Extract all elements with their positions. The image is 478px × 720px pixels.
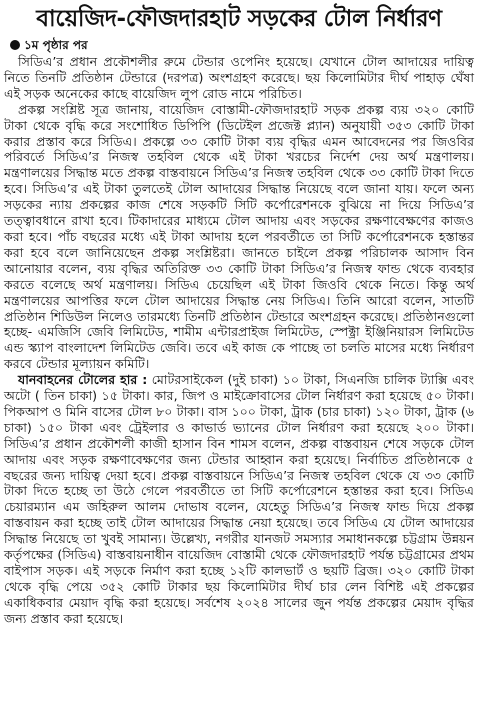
- continuation-marker: [10, 37, 474, 53]
- article-headline: বায়েজিদ-ফৌজদারহাট সড়কের টোল নির্ধারণ: [36, 6, 442, 32]
- fare-paragraph: [4, 372, 474, 627]
- fare-paragraph-text: মোটরসাইকেল (দুই চাকা) ১০ টাকা, সিএনজি চালিক ট্যাক্সি এবং অটো ( তিন চাকা) ১৫ টাকা। কার, জিপ ও মাইক্রোবাসের টোল নির্ধারণ করা হয়েছে ৫০ টাকা। পিকআপ ও মিনি বাসের টোল ৮০ টাকা। বাস ১০০ টাকা, ট্রাক (চার চাকা) ১২০ টাকা, ট্রাক (৬ চাকা) ১৫০ টাকা এবং ট্রেইলার ও কাভার্ড ভ্যানের টোল নির্ধারণ করা হয়েছে ২০০ টাকা। সিডিএ’র প্রধান প্রকৌশলী কাজী হাসান বিন শামস বলেন, প্রকল্প বাস্তবায়ন শেষে সড়কে টোল আদায় এবং সড়ক রক্ষণাবেক্ষণের জন্য টেন্ডার আহ্বান করা হয়েছে। নির্বাচিত প্রতিষ্ঠানকে ৫ বছরের জন্য দায়িত্ব দেয়া হবে। প্রকল্প বাস্তবায়নে সিডিএ’র নিজস্ব তহবিল থেকে যে ৩৩ কোটি টাকা দিতে হচ্ছে তা উঠে গেলে পরবর্তীতে তা সিটি কর্পোরেশনে হস্তান্তর করা হবে। সিডিএ চেয়ারম্যান এম জহিরুল আলম দোভাষ বলেন, যেহেতু সিডিএ’র নিজস্ব ফান্ড দিয়ে প্রকল্প বাস্তবায়ন করা হচ্ছে তাই টোল আদায়ের সিদ্ধান্ত নেয়া হয়েছে। তবে সিডিএ যে টোল আদায়ের সিদ্ধান্ত নিয়েছে তা খুবই সামান্য। উল্লেখ্য, নগরীর যানজট সমস্যার সমাধানকল্পে চট্টগ্রাম উন্নয়ন কর্তৃপক্ষের (সিডিএ) বাস্তবায়নাধীন বায়েজিদ বোস্তামী থেকে ফৌজদারহাট পর্যন্ত চট্টগ্রামের প্রথম বাইপাস সড়ক। এই সড়কে নির্মাণ করা হচ্ছে ১২টি কালভার্ট ও ছয়টি ব্রিজ। ৩২০ কোটি টাকা থেকে বৃদ্ধি পেয়ে ৩৫২ কোটি টাকার ছয় কিলোমিটার দীর্ঘ চার লেন বিশিষ্ট এই প্রকল্পের একাধিকবার মেয়াদ বৃদ্ধি করা হয়েছে। সর্বশেষ ২০২৪ সালের জুন পর্যন্ত প্রকল্পের মেয়াদ বৃদ্ধির জন্য প্রস্তাব করা হয়েছে।: [4, 372, 474, 626]
- bullet-icon: [10, 40, 20, 50]
- article-body: [4, 54, 474, 627]
- continuation-label: ১ম পৃষ্ঠার পর: [24, 38, 88, 52]
- article-paragraph-2: প্রকল্প সংশ্লিষ্ট সূত্র জানায়, বায়েজিদ বোস্তামী-ফৌজদারহাট সড়ক প্রকল্প ব্যয় ৩২০ কোটি টাকা থেকে বৃদ্ধি করে সংশোধিত ডিপিপি (ডিটেইল প্রজেক্ট প্ল্যান) অনুযায়ী ৩৫৩ কোটি টাকা করার প্রস্তাব করে সিডিএ। প্রকল্পে ৩৩ কোটি টাকা ব্যয় বৃদ্ধির এমন আবেদনের পর জিওবির পরিবর্তে সিডিএ’র নিজস্ব তহবিল থেকে এই টাকা খরচের নির্দেশ দেয় অর্থ মন্ত্রণালয়। মন্ত্রণালয়ের সিদ্ধান্ত মতে প্রকল্প বাস্তবায়নে সিডিএ’র নিজস্ব তহবিল থেকে ৩৩ কোটি টাকা দিতে হবে। সিডিএ’র এই টাকা তুলতেই টোল আদায়ের সিদ্ধান্ত নিয়েছে বলে জানা যায়। ফলে অন্য সড়কের ন্যায় প্রকল্পের কাজ শেষে সড়কটি সিটি কর্পোরেশনকে বুঝিয়ে না দিয়ে সিডিএ’র তত্ত্বাবধানে রাখা হবে। টিকাদারের মাধ্যমে টোল আদায় এবং সড়কের রক্ষণাবেক্ষণের কাজও করা হবে। পাঁচ বছরের মধ্যে এই টাকা আদায় হলে পরবর্তীতে তা সিটি কর্পোরেশনকে হস্তান্তর করা হবে বলে জানিয়েছেন প্রকল্প সংশ্লিষ্টরা। জানতে চাইলে প্রকল্প পরিচালক আসাদ বিন আনোয়ার বলেন, ব্যয় বৃদ্ধির অতিরিক্ত ৩৩ কোটি টাকা সিডিএ’র নিজস্ব ফান্ড থেকে ব্যবহার করতে বলেছে অর্থ মন্ত্রণালয়। সিডিএ চেয়েছিল এই টাকা জিওবি থেকে নিতে। কিন্তু অর্থ মন্ত্রণালয়ের আপত্তির ফলে টোল আদায়ের সিদ্ধান্ত নেয় সিডিএ। তিনি আরো বলেন, সাতটি প্রতিষ্ঠান শিডিউল নিলেও তারমধ্যে তিনটি প্রতিষ্ঠান টেন্ডারে অংশগ্রহন করেছে। প্রতিষ্ঠানগুলো হচ্ছে- এমজিসি জেবি লিমিটেড, শামীম এন্টারপ্রাইজ লিমিটেড, স্পেক্ট্রা ইঞ্জিনিয়ারস লিমিটেড এন্ড স্ক্যাপ বাংলাদেশ লিমিটেড জেবি। তবে এই কাজ কে পাচ্ছে তা চলতি মাসের মধ্যে নির্ধারণ করবে টেন্ডার মূল্যায়ন কমিটি।: [4, 101, 474, 372]
- fare-subheading: যানবাহনের টোলের হার :: [18, 372, 148, 388]
- article-paragraph-1: সিডিএ’র প্রধান প্রকৌশলীর রুমে টেন্ডার ওপেনিং হয়েছে। যেখানে টোল আদায়ের দায়িত্ব নিতে তিনটি প্রতিষ্ঠান টেন্ডারে (দরপত্র) অংশগ্রহণ করেছে। ছয় কিলোমিটার দীর্ঘ পাহাড় ঘেঁষা এই সড়ক অনেকের কাছে বায়েজিদ লুপ রোড নামে পরিচিত।: [4, 54, 474, 101]
